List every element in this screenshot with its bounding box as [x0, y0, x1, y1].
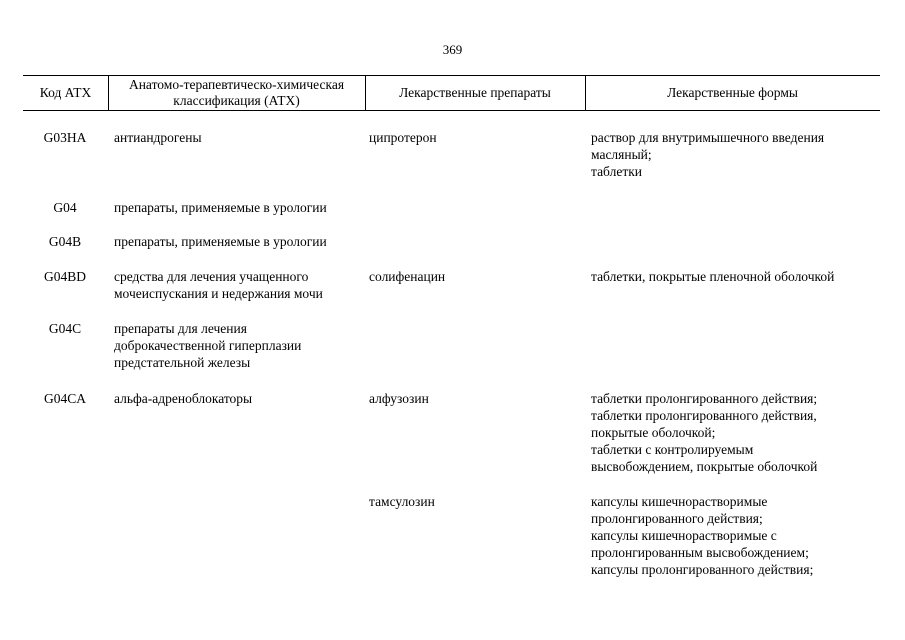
table-header	[23, 75, 880, 111]
header-code: Код АТХ	[39, 85, 92, 100]
dosage-forms: раствор для внутримышечного введения масляный; таблетки	[591, 130, 825, 179]
atc-code: G04C	[48, 321, 82, 336]
atc-code: G04BD	[43, 269, 86, 284]
drug-name: солифенацин	[369, 269, 446, 284]
atc-code: G04CA	[43, 391, 86, 406]
atc-classification: альфа-адреноблокаторы	[114, 391, 253, 406]
header-forms: Лекарственные формы	[667, 85, 798, 100]
atc-classification: препараты для лечения доброкачественной гиперплазии предстательной железы	[114, 321, 302, 370]
atc-classification: антиандрогены	[114, 130, 202, 145]
dosage-forms: таблетки пролонгированного действия; таблетки пролонгированного действия, покрытые оболочкой; таблетки с контролируемым высвобождением, покрытые оболочкой	[591, 391, 818, 474]
dosage-forms: таблетки, покрытые пленочной оболочкой	[591, 269, 835, 284]
drug-name: ципротерон	[369, 130, 437, 145]
drug-name: тамсулозин	[369, 494, 435, 509]
header-classification: Анатомо-терапевтическо-химическая классификация (АТХ)	[128, 77, 345, 108]
dosage-forms: капсулы кишечнорастворимые пролонгированного действия; капсулы кишечнорастворимые с пролонгированным высвобождением; капсулы пролонгированного действия;	[591, 494, 814, 577]
header-drugs: Лекарственные препараты	[399, 85, 551, 100]
atc-code: G04B	[48, 234, 82, 249]
atc-classification: средства для лечения учащенного мочеиспускания и недержания мочи	[114, 269, 323, 301]
atc-classification: препараты, применяемые в урологии	[114, 234, 327, 249]
atc-classification: препараты, применяемые в урологии	[114, 200, 327, 215]
drug-name: алфузозин	[369, 391, 429, 406]
atc-code: G03HA	[43, 130, 87, 145]
atc-code: G04	[53, 200, 77, 215]
page-number: 369	[442, 42, 463, 57]
